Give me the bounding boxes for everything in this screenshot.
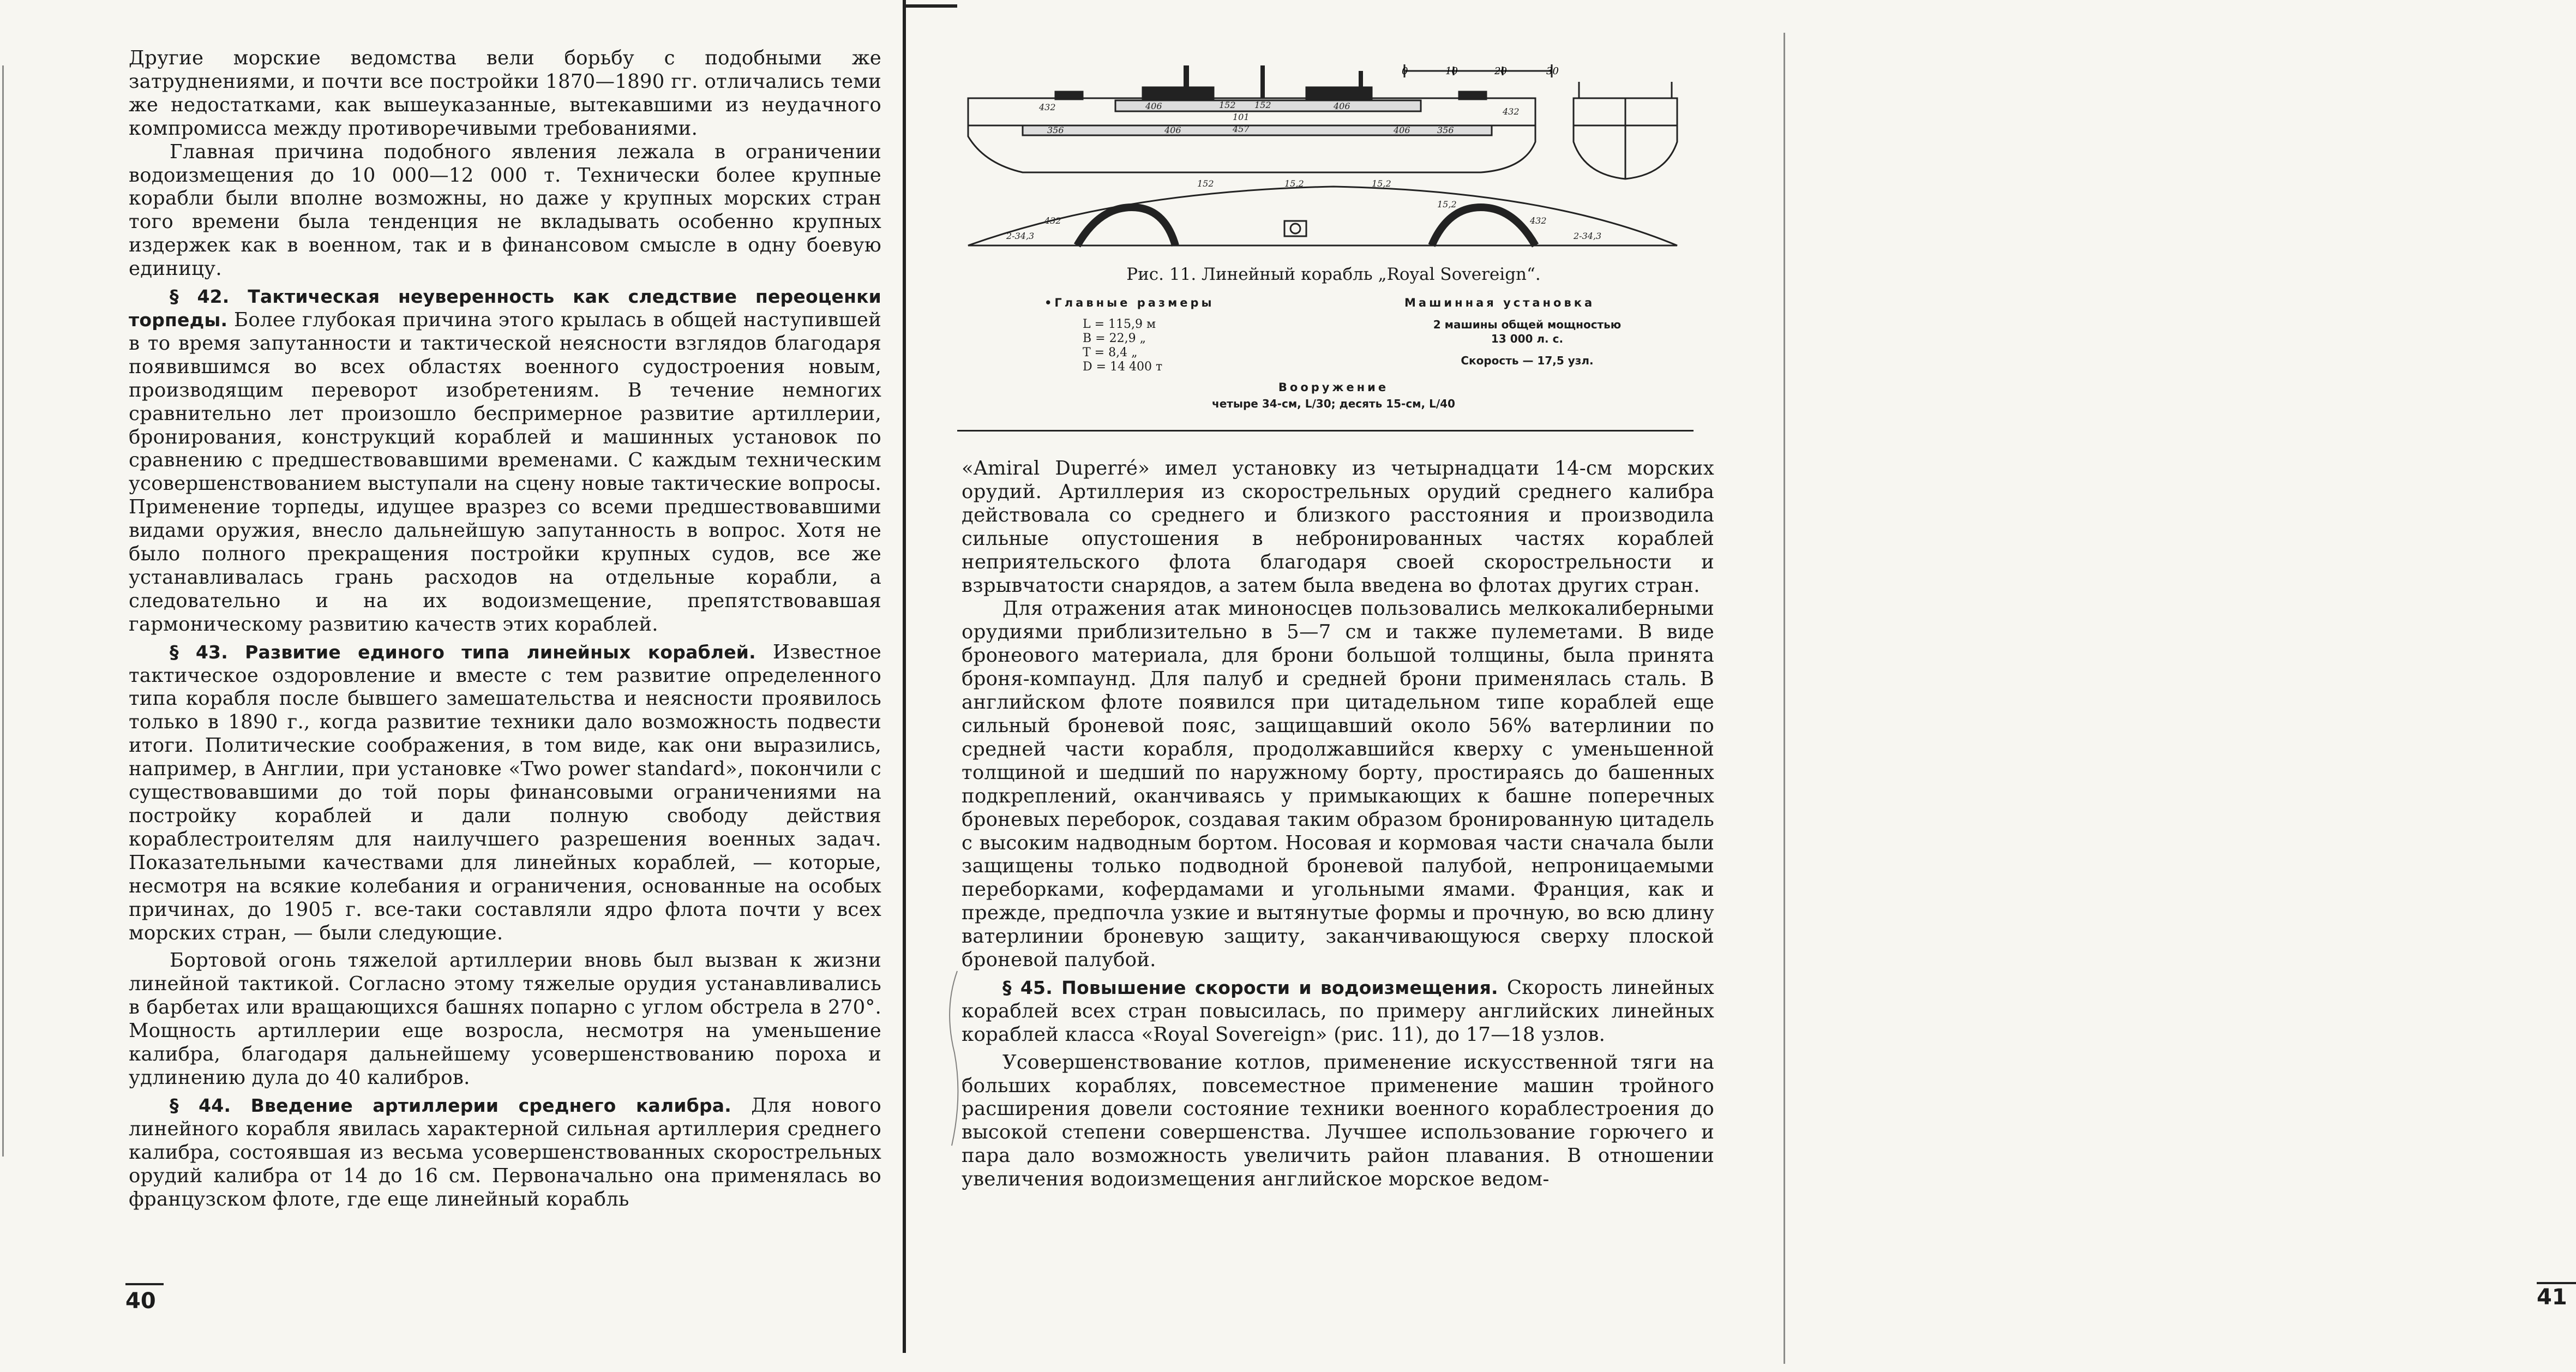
scale-label-20: 20: [1494, 65, 1507, 77]
page-number-left: 40: [125, 1289, 156, 1314]
svg-text:432: 432: [1503, 106, 1520, 117]
machinery-heading: Машинная установка: [1404, 296, 1595, 309]
paragraph-displacement-limit: Главная причина подобного явления лежала в ограничении водоизмещения до 10 000—12 000 т. Технически более крупные корабли были вполне возможны, но даже у крупных морских стран того времени была тенденция не вкладывать особенно крупных издержек как в военном, так и в финансовом смысле в одну боевую единицу.: [129, 140, 881, 280]
svg-text:432: 432: [1039, 102, 1056, 112]
svg-text:15,2: 15,2: [1284, 178, 1304, 189]
paragraph-boilers: Усовершенствование котлов, применение искусственной тяги на больших кораблях, повсеместное применение машин тройного расширения довели состояние техники военного кораблестроения до высокой степени совершенства. Лучшее использование горючего и пара дало возможность увеличить район плавания. В отношении увеличения водоизмещения английское морское ведом-: [962, 1051, 1714, 1191]
svg-text:2-34,3: 2-34,3: [1574, 231, 1602, 241]
dimension-length: L = 115,9 м: [1083, 317, 1156, 331]
machinery-list: [1399, 317, 1655, 368]
svg-text:457: 457: [1233, 124, 1250, 134]
section-42-heading: § 42. Тактическая неуверенность как следствие переоценки торпеды.: [129, 286, 881, 331]
dimension-beam: B = 22,9 „: [1083, 332, 1146, 345]
section-43-text: Известное тактическое оздоровление и вместе с тем развитие определенного типа корабля после бывшего замешательства и неясности проявилось только в 1890 г., когда развитие техники дало возможность подвести итоги. Политические соображения, в том виде, как они выразились, например, в Англии, при установке «Two power standard», покончили с существовавшими до той поры финансовыми ограничениями на постройку кораблей и дали полную свободу действия кораблестроителям для наилучшего разрешения военных задач. Показательными качествами для линейных кораблей, — которые, несмотря на всякие колебания и ограничения, основанные на особых причинах, до 1905 г. все-таки составляли ядро флота почти у всех морских стран, — были следующие.: [129, 640, 881, 944]
svg-text:15,2: 15,2: [1372, 178, 1391, 189]
svg-text:152: 152: [1254, 100, 1271, 110]
section-45-heading: § 45. Повышение скорости и водоизмещения.: [1002, 976, 1498, 998]
dimension-draught: T = 8,4 „: [1083, 346, 1138, 360]
section-44: [129, 1094, 881, 1212]
figure-bottom-rule: [957, 430, 1694, 432]
main-dimensions-heading: •Главные размеры: [1044, 296, 1215, 309]
machinery-power: 13 000 л. с.: [1491, 332, 1564, 345]
left-text-column: [129, 47, 881, 1211]
left-page: [0, 0, 897, 1372]
figure-royal-sovereign: [957, 44, 1710, 436]
ship-profile: [968, 65, 1535, 172]
svg-text:15,2: 15,2: [1437, 199, 1457, 209]
page-number-rule-left: [125, 1283, 164, 1285]
ship-cross-section: [1574, 82, 1677, 179]
section-42-text: Более глубокая причина этого крылась в общей наступившей в то время запутанности и тактической неясности взглядов благодаря появившимся во всех областях военного судостроения новым, производящим переворот изобретениям. В течение немногих сравнительно лет произошло беспримерное развитие артиллерии, бронирования, конструкций кораблей и машинных установок по сравнению с предшествовавшими временами. С каждым техническим усовершенствованием выступали на сцену новые тактические вопросы. Применение торпеды, идущее вразрез со всеми предшествовавшими видами оружия, внесло дальнейшую запутанность в вопрос. Хотя не было полного прекращения постройки крупных судов, все же устанавливалась грань расходов на отдельные корабли, а следовательно и на их водоизмещение, препятствовавшая гармоническому развитию качеств этих кораблей.: [129, 308, 881, 636]
scale-label-0: 0: [1402, 65, 1408, 77]
plan-view-labels: [1006, 178, 1601, 241]
section-43: [129, 641, 881, 945]
armament-heading: Вооружение: [1278, 381, 1389, 394]
section-45: [962, 976, 1714, 1047]
svg-text:356: 356: [1437, 125, 1454, 135]
paragraph-torpedo-defence: Для отражения атак миноносцев пользовались мелкокалиберными орудиями приблизительно в 5—7 см и также пулеметами. В виде бронеового материала, для брони большой толщины, была принята броня-компаунд. Для палуб и средней брони применялась сталь. В английском флоте появился при цитадельном типе кораблей еще сильный броневой пояс, защищавший около 56% ватерлинии по средней части корабля, продолжавшийся кверху с уменьшенной толщиной и шедший по наружному борту, простираясь до башенных подкреплений, оканчиваясь у примыкающих к башне поперечных броневых переборок, создавая таким образом бронированную цитадель с высоким надводным бортом. Носовая и кормовая части сначала были защищены только подводной броневой палубой, непроницаемыми переборками, кофердамами и угольными ямами. Франция, как и прежде, предпочла узкие и вытянутые формы и прочную, во всю длину ватерлинии броневую защиту, заканчивающуюся сверху плоской броневой палубой.: [962, 597, 1714, 972]
paragraph-broadside-fire: Бортовой огонь тяжелой артиллерии вновь был вызван к жизни линейной тактикой. Согласно этому тяжелые орудия устанавливались в барбетах или вращающихся башнях попарно с углом обстрела в 270°. Мощность артиллерии еще возросла, несмотря на уменьшение калибра, благодаря дальнейшему усовершенствованию пороха и удлинению дула до 40 калибров.: [129, 949, 881, 1089]
section-42: [129, 285, 881, 637]
scale-label-30: 30: [1546, 65, 1559, 77]
machinery-speed: Скорость — 17,5 узл.: [1461, 354, 1594, 367]
svg-text:2-34,3: 2-34,3: [1006, 231, 1035, 241]
armament-line: четыре 34-см, L/30; десять 15-см, L/40: [1212, 397, 1455, 410]
ship-drawing: [957, 44, 1710, 262]
svg-text:406: 406: [1145, 101, 1162, 111]
svg-text:152: 152: [1197, 178, 1214, 189]
page-number-rule-right: [2537, 1282, 2576, 1284]
svg-text:406: 406: [1394, 125, 1410, 135]
svg-text:432: 432: [1044, 215, 1061, 226]
svg-text:432: 432: [1530, 215, 1547, 226]
scale-bar: [1402, 64, 1559, 77]
svg-text:152: 152: [1219, 100, 1236, 110]
svg-text:406: 406: [1164, 125, 1181, 135]
pencil-margin-marks: [941, 966, 974, 1162]
section-44-text: Для нового линейного корабля явилась характерной сильная артиллерия среднего калибра, состоявшая из весьма усовершенствованных скорострельных орудий калибра от 14 до 16 см. Первоначально она применялась во французском флоте, где еще линейный корабль: [129, 1094, 881, 1211]
scale-label-10: 10: [1445, 65, 1458, 77]
svg-text:101: 101: [1233, 112, 1250, 122]
figure-caption: Рис. 11. Линейный корабль „Royal Sovereign“.: [1126, 265, 1541, 284]
right-text-column: [962, 457, 1714, 1191]
section-45-text: Скорость линейных кораблей всех стран повысилась, по примеру английских линейных кораблей класса «Royal Sovereign» (рис. 11), до 17—18 узлов.: [962, 976, 1714, 1046]
paragraph-other-navies: Другие морские ведомства вели борьбу с подобными же затруднениями, и почти все постройки 1870—1890 гг. отличались теми же недостатками, как вышеуказанные, вытекавшими из неудачного компромисса между противоречивыми требованиями.: [129, 47, 881, 140]
machinery-engines: 2 машины общей мощностью: [1433, 318, 1622, 331]
paragraph-amiral-duperre: «Amiral Duperré» имел установку из четырнадцати 14-см морских орудий. Артиллерия из скорострельных орудий среднего калибра действовала со среднего и близкого расстояния и производила сильные опустошения в небронированных частях кораблей неприятельского флота благодаря своей скорострельности и взрывчатости снарядов, а затем была введена во флотах других стран.: [962, 457, 1714, 597]
ship-plan-view: [968, 187, 1677, 245]
dimension-displacement: D = 14 400 т: [1083, 360, 1163, 374]
page-number-right: 41: [2537, 1285, 2567, 1310]
section-44-heading: § 44. Введение артиллерии среднего калибра.: [170, 1094, 731, 1116]
main-dimensions-list: [1083, 317, 1162, 374]
section-43-heading: § 43. Развитие единого типа линейных кораблей.: [170, 641, 756, 663]
svg-text:356: 356: [1047, 125, 1064, 135]
svg-text:406: 406: [1334, 101, 1350, 111]
